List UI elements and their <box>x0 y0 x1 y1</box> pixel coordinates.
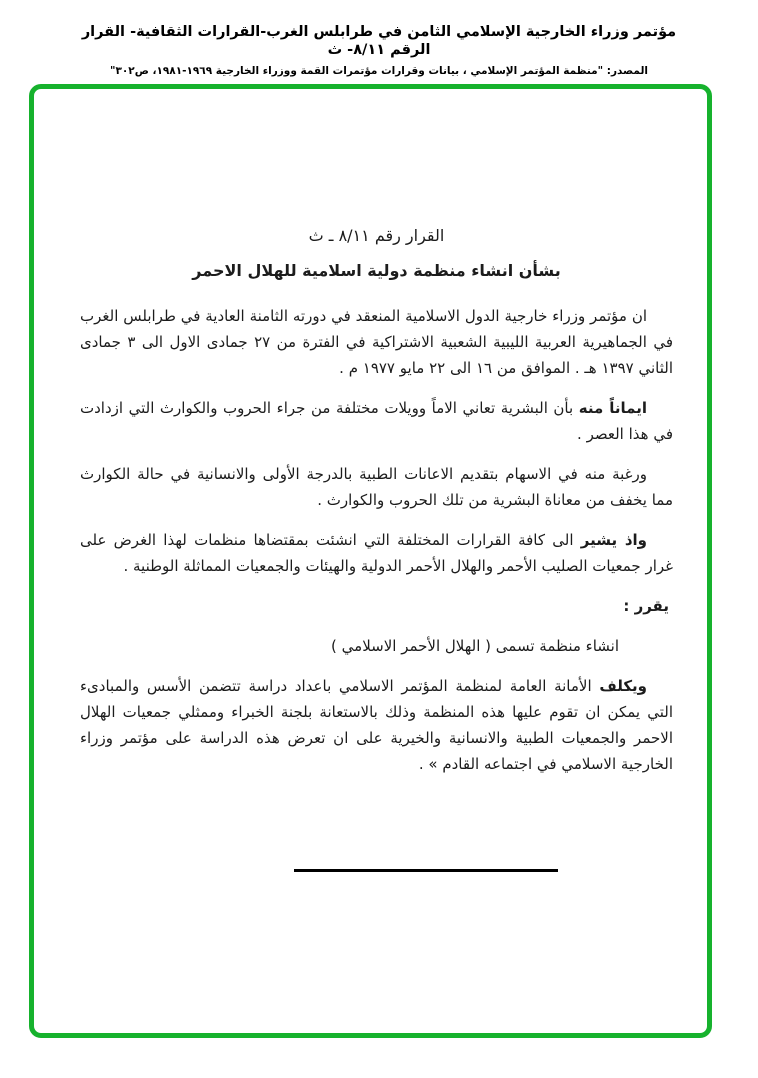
paragraph-lead: ويكلف <box>599 677 647 695</box>
resolution-paragraph-faith <box>80 395 673 447</box>
decree-heading <box>80 593 673 619</box>
resolution-paragraph-mandate <box>80 673 673 777</box>
paragraph-text: انشاء منظمة تسمى ( الهلال الأحمر الاسلامي ) <box>331 637 619 655</box>
paragraph-text: ان مؤتمر وزراء خارجية الدول الاسلامية المنعقد في دورته الثامنة العادية في طرابلس الغرب في الجماهيرية العربية الليبية الشعبية الاشتراكية في الفترة من ٢٧ جمادى الاول الى ٣ جمادى الثاني ١٣٩٧ هـ . الموافق من ١٦ الى ٢٢ مايو ١٩٧٧ م . <box>80 307 673 377</box>
footnote-divider <box>294 869 558 872</box>
green-border-frame <box>29 84 712 1038</box>
conference-title: مؤتمر وزراء الخارجية الإسلامي الثامن في طرابلس الغرب-القرارات الثقافية- القرار الرقم ٨/١١- ث <box>81 24 677 58</box>
source-citation: المصدر: "منظمة المؤتمر الإسلامي ، بيانات وقرارات مؤتمرات القمة ووزراء الخارجية ١٩٦٩-١٩٨١، ص٣٠٢" <box>109 65 648 77</box>
resolution-subject: بشأن انشاء منظمة دولية اسلامية للهلال الاحمر <box>192 261 561 280</box>
paragraph-text: الأمانة العامة لمنظمة المؤتمر الاسلامي باعداد دراسة تتضمن الأسس والمبادىء التي يمكن ان تقوم عليها هذه المنظمة وذلك بالاستعانة بلجنة الخبراء وممثلي جمعيات الهلال الاحمر والجمعيات الطبية والانسانية والخيرية على ان تعرض هذه الدراسة على مؤتمر وزراء الخارجية الاسلامي في اجتماعه القادم » . <box>80 677 673 773</box>
organization-name-line <box>80 633 673 659</box>
resolution-number: القرار رقم ٨/١١ ـ ث <box>308 226 445 245</box>
page-header <box>0 0 758 77</box>
resolution-body <box>34 89 707 777</box>
paragraph-lead: ايماناً منه <box>578 399 647 417</box>
paragraph-lead: يقرر : <box>623 597 669 615</box>
resolution-paragraph-preamble <box>80 303 673 381</box>
paragraph-text: الى كافة القرارات المختلفة التي انشئت بمقتضاها منظمات لهذا الغرض على غرار جمعيات الصليب الأحمر والهلال الأحمر الدولية والهيئات والجمعيات المماثلة الوطنية . <box>80 531 673 575</box>
resolution-paragraph-desire <box>80 461 673 513</box>
paragraph-text: بأن البشرية تعاني الاماً وويلات مختلفة من جراء الحروب والكوارث التي ازدادت في هذا العصر . <box>80 399 673 443</box>
paragraph-text: ورغبة منه في الاسهام بتقديم الاعانات الطبية بالدرجة الأولى والانسانية في حالة الكوارث مما يخفف من معاناة البشرية من تلك الحروب والكوارث . <box>80 465 673 509</box>
resolution-paragraph-recalling <box>80 527 673 579</box>
paragraph-lead: واذ يشير <box>580 531 647 549</box>
